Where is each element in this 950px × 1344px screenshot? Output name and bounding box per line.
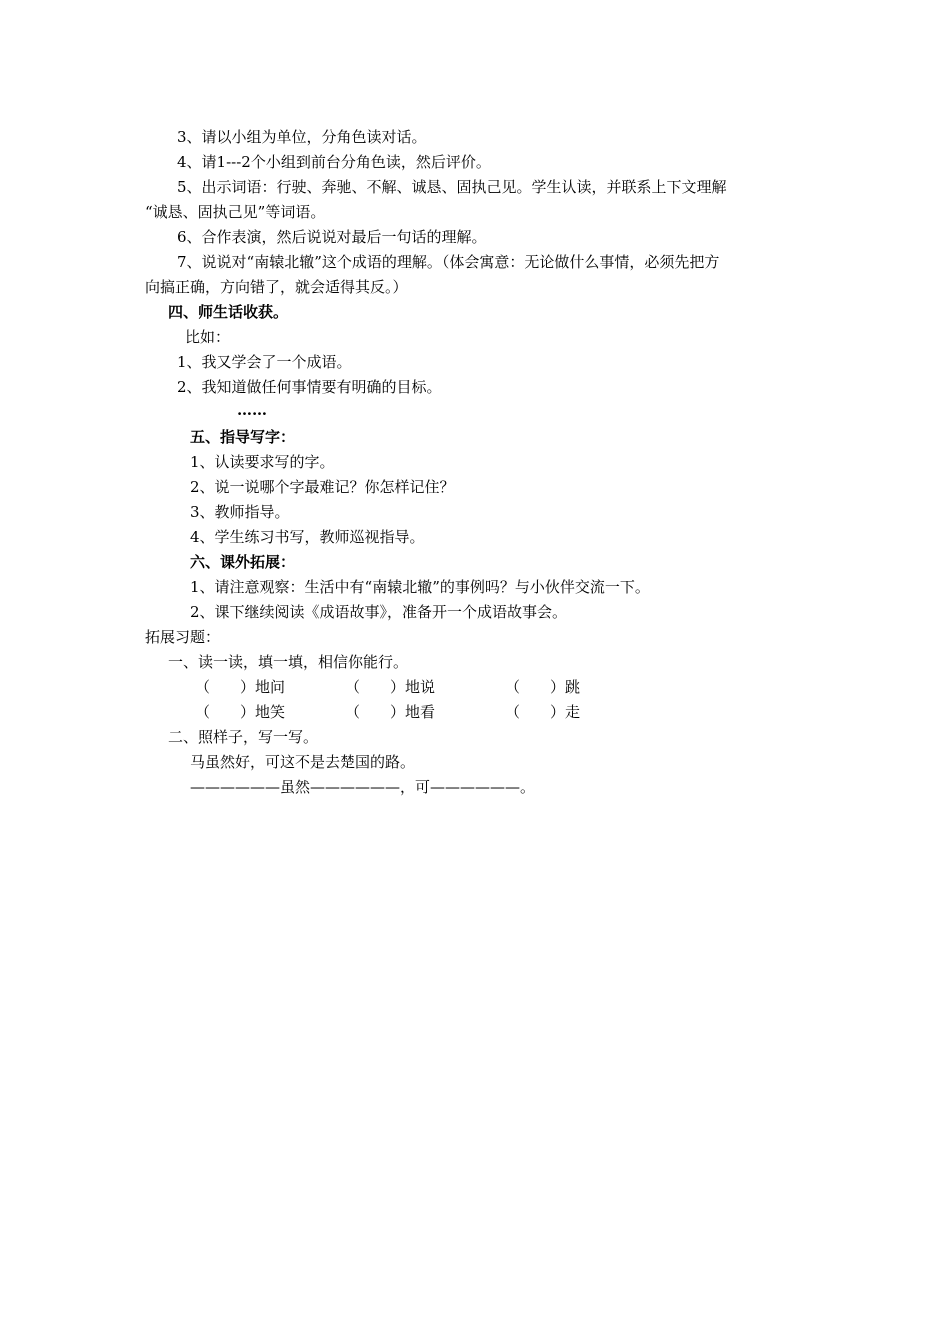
fill-blank-cell: （ ）走 bbox=[505, 703, 581, 721]
exercise-2-title: 二、照样子，写一写。 bbox=[168, 728, 319, 746]
writing-step-3: 3、教师指导。 bbox=[190, 503, 290, 521]
exercise-1-title: 一、读一读，填一填，相信你能行。 bbox=[168, 653, 409, 671]
fill-blank-cell: （ ）地笑 bbox=[195, 703, 286, 721]
exercises-heading: 拓展习题： bbox=[145, 628, 221, 646]
fill-blank-cell: （ ）跳 bbox=[505, 678, 581, 696]
section-5-heading: 五、指导写字： bbox=[190, 428, 296, 446]
step-5: 5、出示词语：行驶、奔驰、不解、诚恳、固执己见。学生认读，并联系上下文理解 bbox=[177, 178, 727, 196]
section-4-heading: 四、师生话收获。 bbox=[168, 303, 289, 321]
extension-1: 1、请注意观察：生活中有“南辕北辙”的事例吗？与小伙伴交流一下。 bbox=[190, 578, 650, 596]
example-label: 比如： bbox=[185, 328, 231, 346]
fill-blank-cell: （ ）地问 bbox=[195, 678, 286, 696]
step-3: 3、请以小组为单位，分角色读对话。 bbox=[177, 128, 427, 146]
step-6: 6、合作表演，然后说说对最后一句话的理解。 bbox=[177, 228, 487, 246]
example-sentence: 马虽然好，可这不是去楚国的路。 bbox=[190, 753, 416, 771]
extension-2: 2、课下继续阅读《成语故事》，准备开一个成语故事会。 bbox=[190, 603, 568, 621]
fill-blank-cell: （ ）地看 bbox=[345, 703, 436, 721]
writing-step-1: 1、认读要求写的字。 bbox=[190, 453, 335, 471]
step-7-continued: 向搞正确，方向错了，就会适得其反。） bbox=[145, 278, 408, 296]
step-7: 7、说说对“南辕北辙”这个成语的理解。（体会寓意：无论做什么事情，必须先把方 bbox=[177, 253, 720, 271]
ellipsis: …… bbox=[237, 401, 267, 419]
writing-step-2: 2、说一说哪个字最难记？你怎样记住？ bbox=[190, 478, 455, 496]
writing-step-4: 4、学生练习书写，教师巡视指导。 bbox=[190, 528, 425, 546]
section-6-heading: 六、课外拓展： bbox=[190, 553, 296, 571]
sentence-template: ——————虽然——————，可——————。 bbox=[190, 778, 536, 796]
step-4: 4、请1---2个小组到前台分角色读，然后评价。 bbox=[177, 153, 491, 171]
gain-2: 2、我知道做任何事情要有明确的目标。 bbox=[177, 378, 442, 396]
gain-1: 1、我又学会了一个成语。 bbox=[177, 353, 352, 371]
fill-blank-cell: （ ）地说 bbox=[345, 678, 436, 696]
step-5-continued: “诚恳、固执己见”等词语。 bbox=[145, 203, 326, 221]
